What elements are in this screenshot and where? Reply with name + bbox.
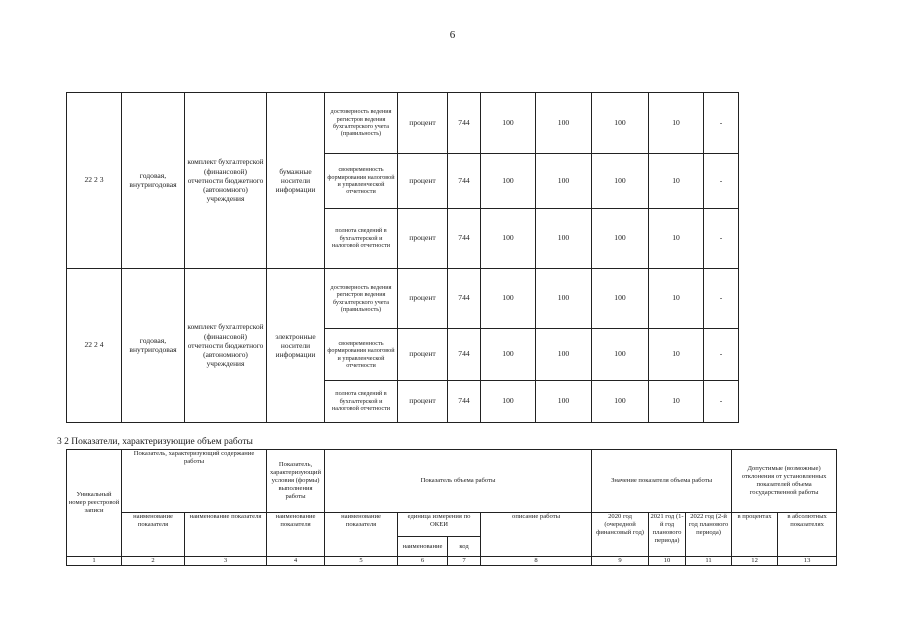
frequency-cell: годовая, внутригодовая [122, 269, 185, 423]
value-2021: 100 [536, 329, 592, 381]
column-number: 7 [448, 557, 481, 566]
value-2020: 100 [481, 269, 536, 329]
value-2022: 100 [592, 154, 649, 209]
frequency-cell: годовая, внутригодовая [122, 93, 185, 269]
deviation-absolute: - [704, 381, 739, 423]
column-number: 2 [122, 557, 185, 566]
condition-cell: электронные носители информации [267, 269, 325, 423]
okei-code: 744 [448, 269, 481, 329]
subheader-okei-unit: единица измерения по ОКЕИ [398, 513, 481, 537]
column-number: 8 [481, 557, 592, 566]
header-work-content: Показатель, характеризующий содержание работы [122, 450, 267, 513]
column-number: 10 [649, 557, 686, 566]
value-2022: 100 [592, 209, 649, 269]
value-2020: 100 [481, 209, 536, 269]
deviation-absolute: - [704, 269, 739, 329]
value-2020: 100 [481, 93, 536, 154]
deviation-percent: 10 [649, 381, 704, 423]
indicator-unit: процент [398, 209, 448, 269]
header-volume-values: Значение показателя объема работы [592, 450, 732, 513]
table-row [67, 269, 739, 329]
row-number: 22 2 4 [67, 269, 122, 423]
indicator-name: своевременность формирования налоговой и управленческой отчетности [325, 154, 398, 209]
column-number: 4 [267, 557, 325, 566]
deviation-percent: 10 [649, 329, 704, 381]
volume-indicators-table [66, 449, 837, 566]
deviation-percent: 10 [649, 209, 704, 269]
indicator-name: достоверность ведения регистров ведения бухгалтерского учета (правильность) [325, 93, 398, 154]
deviation-absolute: - [704, 209, 739, 269]
value-2022: 100 [592, 93, 649, 154]
column-number: 5 [325, 557, 398, 566]
value-2020: 100 [481, 329, 536, 381]
indicator-name: достоверность ведения регистров ведения бухгалтерского учета (правильность) [325, 269, 398, 329]
column-number: 9 [592, 557, 649, 566]
header-work-condition: Показатель, характеризующий условия (формы) выполнения работы [267, 450, 325, 513]
subheader-name-1: наименование показателя [122, 513, 185, 557]
subheader-name-3: наименование показателя [267, 513, 325, 557]
indicator-unit: процент [398, 381, 448, 423]
value-2021: 100 [536, 93, 592, 154]
indicator-unit: процент [398, 329, 448, 381]
header-volume-indicator: Показатель объема работы [325, 450, 592, 513]
okei-code: 744 [448, 93, 481, 154]
section-title: 3 2 Показатели, характеризующие объем работы [57, 437, 253, 447]
value-2022: 100 [592, 269, 649, 329]
deviation-absolute: - [704, 93, 739, 154]
subheader-name-2: наименование показателя [185, 513, 267, 557]
indicator-unit: процент [398, 269, 448, 329]
okei-code: 744 [448, 209, 481, 269]
indicator-name: полнота сведений в бухгалтерской и налоговой отчетности [325, 381, 398, 423]
subheader-unit-name: наименование [398, 537, 448, 557]
subheader-absolute: в абсолютных показателях [778, 513, 837, 557]
table-row [67, 93, 739, 154]
value-2021: 100 [536, 209, 592, 269]
value-2021: 100 [536, 381, 592, 423]
value-2022: 100 [592, 381, 649, 423]
value-2020: 100 [481, 154, 536, 209]
page-number: 6 [449, 29, 456, 41]
deviation-percent: 10 [649, 154, 704, 209]
okei-code: 744 [448, 329, 481, 381]
subheader-name-4: наименование показателя [325, 513, 398, 557]
indicator-unit: процент [398, 93, 448, 154]
subheader-unit-code: код [448, 537, 481, 557]
deviation-percent: 10 [649, 269, 704, 329]
column-number: 6 [398, 557, 448, 566]
deviation-percent: 10 [649, 93, 704, 154]
column-number: 3 [185, 557, 267, 566]
header-registry-number: Уникальный номер реестровой записи [67, 450, 122, 557]
column-number: 11 [686, 557, 732, 566]
value-2022: 100 [592, 329, 649, 381]
okei-code: 744 [448, 154, 481, 209]
column-number: 13 [778, 557, 837, 566]
subheader-year-2020: 2020 год (очередной финансовый год) [592, 513, 649, 557]
indicator-unit: процент [398, 154, 448, 209]
value-2021: 100 [536, 154, 592, 209]
subheader-percent: в процентах [732, 513, 778, 557]
subheader-year-2022: 2022 год (2-й год планового периода) [686, 513, 732, 557]
content-cell: комплект бухгалтерской (финансовой) отчетности бюджетного (автономного) учреждения [185, 93, 267, 269]
header-allowed-deviation: Допустимые (возможные) отклонения от установленных показателей объема государственной работы [732, 450, 837, 513]
value-2021: 100 [536, 269, 592, 329]
subheader-work-description: описание работы [481, 513, 592, 557]
deviation-absolute: - [704, 154, 739, 209]
column-number: 12 [732, 557, 778, 566]
row-number: 22 2 3 [67, 93, 122, 269]
quality-indicators-table [66, 92, 739, 423]
content-cell: комплект бухгалтерской (финансовой) отчетности бюджетного (автономного) учреждения [185, 269, 267, 423]
indicator-name: своевременность формирования налоговой и управленческой отчетности [325, 329, 398, 381]
okei-code: 744 [448, 381, 481, 423]
indicator-name: полнота сведений в бухгалтерской и налоговой отчетности [325, 209, 398, 269]
condition-cell: бумажные носители информации [267, 93, 325, 269]
column-number: 1 [67, 557, 122, 566]
deviation-absolute: - [704, 329, 739, 381]
subheader-year-2021: 2021 год (1-й год планового периода) [649, 513, 686, 557]
value-2020: 100 [481, 381, 536, 423]
